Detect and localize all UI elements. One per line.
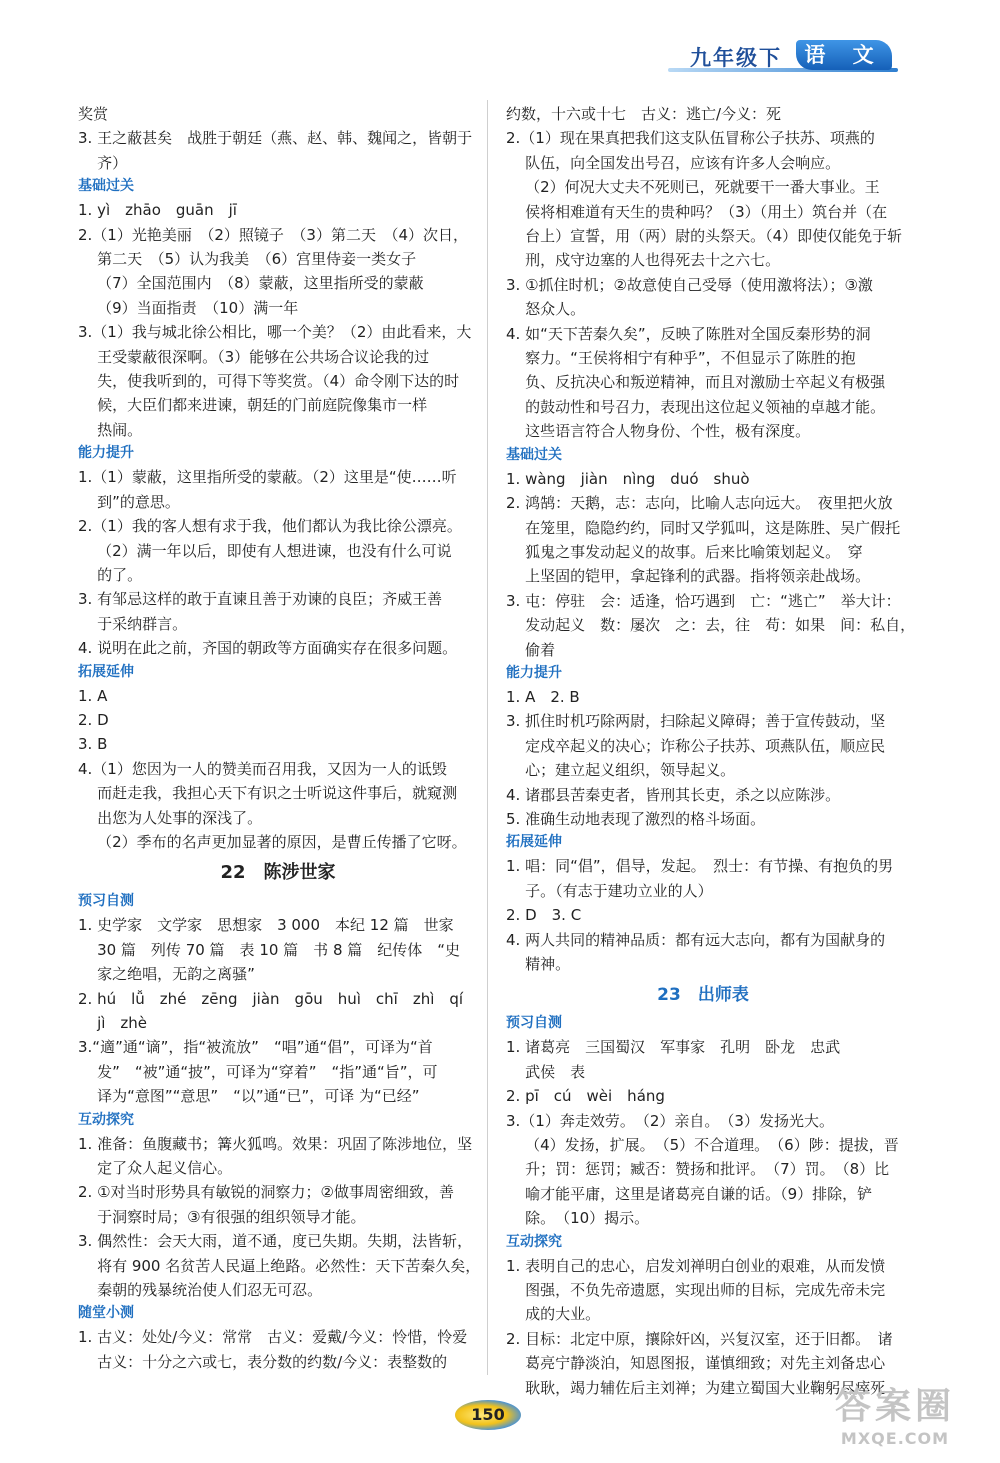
chapter-title: 23 出师表 (657, 985, 749, 1006)
answer-line: 30 篇 列传 70 篇 表 10 篇 书 8 篇 纪传体 “史 (78, 940, 461, 959)
watermark-text: 答案圈 (834, 1386, 955, 1427)
answer-line: 热闹。 (78, 420, 143, 439)
answer-line: 上坚固的铠甲，拿起锋利的武器。指将领亲赴战场。 (506, 567, 871, 586)
answer-line: 定戍卒起义的决心；诈称公子扶苏、项燕队伍，顺应民 (506, 736, 886, 755)
answer-line: 察力。“王侯将相宁有种乎”，不但显示了陈胜的抱 (506, 349, 856, 368)
answer-line: 2. 目标：北定中原，攘除奸凶，兴复汉室，还于旧都。 诸 (506, 1329, 893, 1348)
section-heading: 预习自测 (78, 893, 134, 910)
answer-line: 3.（1）奔走效劳。 （2）亲自。 （3）发扬光大。 (506, 1111, 834, 1130)
answer-line: 3. 王之蔽甚矣 战胜于朝廷（燕、赵、韩、魏闻之，皆朝于 (78, 129, 473, 148)
answer-line: 失，使我听到的，可得下等奖赏。（4）命令刚下达的时 (78, 372, 460, 391)
answer-line: 发” “被”通“披”，可译为“穿着” “指”通“旨”，可 (78, 1062, 438, 1081)
section-heading: 能力提升 (506, 664, 562, 681)
answer-line: 在笼里，隐隐约约，同时又学狐叫，这是陈胜、吴广假托 (506, 518, 901, 537)
answer-line: 出您为人处事的深浅了。 (78, 808, 263, 827)
answer-line: 侯将相难道有天生的贵种吗？（3）（用土）筑台并（在 (506, 202, 888, 221)
answer-line: 译为“意图”“意思” “以”通“已”，可译 为“已经” (78, 1087, 420, 1106)
answer-line: 喻才能平庸，这里是诸葛亮自谦的话。（9）排除，铲 (506, 1184, 873, 1203)
right-column (506, 102, 916, 1400)
answer-line: 的了。 (78, 565, 143, 584)
section-heading: 预习自测 (506, 1015, 562, 1032)
answer-line: 1. A 2. B (506, 687, 580, 706)
answer-line: 4. 说明在此之前，齐国的朝政等方面确实存在很多问题。 (78, 639, 458, 658)
page-number: 150 (455, 1400, 521, 1430)
answer-line: 耿耿，竭力辅佐后主刘禅；为建立蜀国大业鞠躬尽瘁死 (506, 1378, 886, 1397)
answer-line: 第二天 （5）认为我美 （6）宫里侍妾一类女子 (78, 250, 417, 269)
answer-line: 约数，十六或十七 古义：逃亡/今义：死 (506, 105, 782, 123)
answer-line: 葛亮宁静淡泊，知恩图报，谨慎细致；对先主刘备忠心 (506, 1354, 886, 1373)
answer-line: 候，大臣们都来进谏，朝廷的门前庭院像集市一样 (78, 396, 428, 415)
answer-line: 1. A (78, 686, 108, 705)
answer-line: 负、反抗决心和叛逆精神，而且对激励士卒起义有极强 (506, 373, 886, 392)
answer-line: 2. ①对当时形势具有敏锐的洞察力；②做事周密细致，善 (78, 1183, 454, 1202)
answer-line: 1. 史学家 文学家 思想家 3 000 本纪 12 篇 世家 (78, 916, 454, 935)
answer-line: 2. 鸿鹄：天鹅，志：志向，比喻人志向远大。 夜里把火放 (506, 494, 893, 513)
answer-line: 4. 如“天下苦秦久矣”，反映了陈胜对全国反秦形势的洞 (506, 324, 871, 343)
answer-line: 3. 有邹忌这样的敢于直谏且善于劝谏的良臣；齐威王善 (78, 590, 443, 609)
answer-line: 秦朝的残暴统治使人们忍无可忍。 (78, 1281, 323, 1300)
section-heading: 互动探究 (78, 1111, 134, 1128)
section-heading: 互动探究 (506, 1233, 562, 1250)
answer-line: jì zhè (78, 1014, 148, 1032)
answer-line: 精神。 (506, 955, 571, 973)
answer-line: 2. hú lǚ zhé zēng jiàn gōu huì chī zhì qí (78, 989, 464, 1008)
answer-line: 队伍，向全国发出号召，应该有许多人会响应。 (506, 153, 841, 172)
answer-line: 齐） (78, 153, 128, 172)
answer-line: 1. 唱：同“倡”，倡导，发起。 烈士：有节操、有抱负的男 (506, 857, 894, 876)
answer-line: 的鼓动性和号召力，表现出这位起义领袖的卓越才能。 (506, 397, 886, 416)
answer-line: 武侯 表 (506, 1062, 586, 1081)
answer-line: 古义：十分之六或七，表分数的约数/今义：表整数的 (78, 1352, 448, 1371)
answer-line: 奖赏 (78, 105, 109, 123)
answer-line: 1. 准备：鱼腹藏书；篝火狐鸣。效果：巩固了陈涉地位，坚 (78, 1134, 473, 1153)
answer-line: 3. 抓住时机巧除两尉，扫除起义障碍；善于宣传鼓动，坚 (506, 712, 886, 731)
answer-line: （7）全国范围内 （8）蒙蔽，这里指所受的蒙蔽 (78, 274, 424, 293)
section-heading: 基础过关 (78, 178, 134, 195)
grade-label: 九年级下 (690, 46, 782, 70)
answer-line: 3. 偶然性：会天大雨，道不通，度已失期。失期，法皆斩， (78, 1232, 473, 1251)
answer-line: 偷着 (506, 640, 556, 659)
answer-line: 发动起义 数：屡次 之：去，往 苟：如果 间：私自， (506, 616, 916, 635)
answer-line: （2）季布的名声更加显著的原因，是曹丘传播了它呀。 (78, 832, 467, 851)
answer-line: 2.（1）光艳美丽 （2）照镜子 （3）第二天 （4）次日， (78, 225, 468, 244)
watermark-url: MXQE.COM (840, 1429, 950, 1448)
answer-line: 3.（1）我与城北徐公相比，哪一个美？（2）由此看来，大 (78, 323, 472, 342)
answer-line: 1. yì zhāo guān jī (78, 201, 237, 220)
answer-line: 到”的意思。 (78, 492, 180, 511)
answer-line: 1. 诸葛亮 三国蜀汉 军事家 孔明 卧龙 忠武 (506, 1038, 841, 1057)
answer-line: 3.“適”通“谪”，指“被流放” “唱”通“倡”，可译为“首 (78, 1038, 433, 1057)
section-heading: 基础过关 (506, 446, 562, 463)
answer-line: （9）当面指责 （10）满一年 (78, 298, 299, 317)
section-heading: 随堂小测 (78, 1305, 134, 1322)
answer-line: 2.（1）我的客人想有求于我，他们都认为我比徐公漂亮。 (78, 517, 462, 536)
answer-line: 这些语言符合人物身份、个性，极有深度。 (506, 422, 811, 441)
subject-badge: 语 文 (796, 40, 892, 70)
section-heading: 能力提升 (78, 445, 134, 462)
answer-line: 王受蒙蔽很深啊。（3）能够在公共场合议论我的过 (78, 347, 430, 366)
answer-line: 除。 （10）揭示。 (506, 1209, 650, 1228)
answer-line: 3. ①抓住时机；②故意使自己受辱（使用激将法）；③激 (506, 275, 873, 294)
answer-line: 1.（1）蒙蔽，这里指所受的蒙蔽。（2）这里是“使……听 (78, 468, 457, 487)
answer-line: （4）发扬，扩展。 （5）不合道理。 （6）陟：提拔，晋 (506, 1136, 899, 1155)
answer-line: （2）何况大丈夫不死则已，死就要干一番大事业。王 (506, 178, 880, 197)
answer-line: 2. D (78, 710, 109, 729)
answer-line: 5. 准确生动地表现了激烈的格斗场面。 (506, 809, 766, 828)
answer-line: 子。（有志于建功立业的人） (506, 881, 713, 900)
section-heading: 拓展延伸 (506, 834, 562, 851)
section-heading: 拓展延伸 (78, 663, 134, 680)
answer-line: 2. pī cú wèi háng (506, 1087, 665, 1106)
answer-line: 升；罚：惩罚；臧否：赞扬和批评。 （7）罚。 （8）比 (506, 1160, 890, 1179)
answer-line: 4. 两人共同的精神品质：都有远大志向，都有为国献身的 (506, 930, 886, 949)
answer-line: 1. 表明自己的忠心，启发刘禅明白创业的艰难，从而发愤 (506, 1256, 886, 1275)
answer-line: 于采纳群言。 (78, 614, 188, 633)
answer-line: 成的大业。 (506, 1305, 601, 1324)
answer-line: 心；建立起义组织，领导起义。 (506, 761, 736, 780)
answer-line: 3. 屯：停驻 会：适逢，恰巧遇到 亡：“逃亡” 举大计： (506, 591, 901, 610)
left-column (78, 102, 481, 1374)
answer-line: 将有 900 名贫苦人民逼上绝路。必然性：天下苦秦久矣， (78, 1256, 481, 1275)
chapter-title: 22 陈涉世家 (220, 862, 336, 884)
answer-line: 1. wàng jiàn nìng duó shuò (506, 469, 750, 488)
page-header (0, 38, 1000, 78)
answer-line: 狐鬼之事发动起义的故事。后来比喻策划起义。 穿 (506, 542, 863, 561)
answer-line: 2.（1）现在果真把我们这支队伍冒称公子扶苏、项燕的 (506, 129, 875, 148)
answer-line: 图强，不负先帝遗愿，实现出师的目标，完成先帝未完 (506, 1281, 886, 1300)
answer-line: 而赶走我，我担心天下有识之士听说这件事后，就窥测 (78, 784, 458, 803)
watermark-logo (800, 1385, 990, 1455)
answer-line: 2. D 3. C (506, 906, 582, 925)
answer-line: 4.（1）您因为一人的赞美而召用我，又因为一人的诋毁 (78, 759, 447, 778)
answer-line: 定了众人起义信心。 (78, 1159, 233, 1178)
answer-line: 台上）宣誓，用（两）尉的头祭天。（4）即使仅能免于斩 (506, 227, 903, 246)
answer-line: 3. B (78, 735, 108, 754)
answer-line: 刑，戍守边塞的人也得死去十之六七。 (506, 251, 781, 270)
answer-line: 怒众人。 (506, 300, 586, 319)
answer-line: （2）满一年以后，即使有人想进谏，也没有什么可说 (78, 541, 452, 560)
answer-line: 1. 古义：处处/今义：常常 古义：爱戴/今义：怜惜，怜爱 (78, 1328, 468, 1347)
answer-line: 于洞察时局；③有很强的组织领导才能。 (78, 1207, 366, 1226)
column-divider (487, 100, 488, 1375)
answer-line: 家之绝唱，无韵之离骚” (78, 965, 255, 984)
answer-line: 4. 诸郡县苦秦吏者，皆刑其长吏，杀之以应陈涉。 (506, 785, 841, 804)
